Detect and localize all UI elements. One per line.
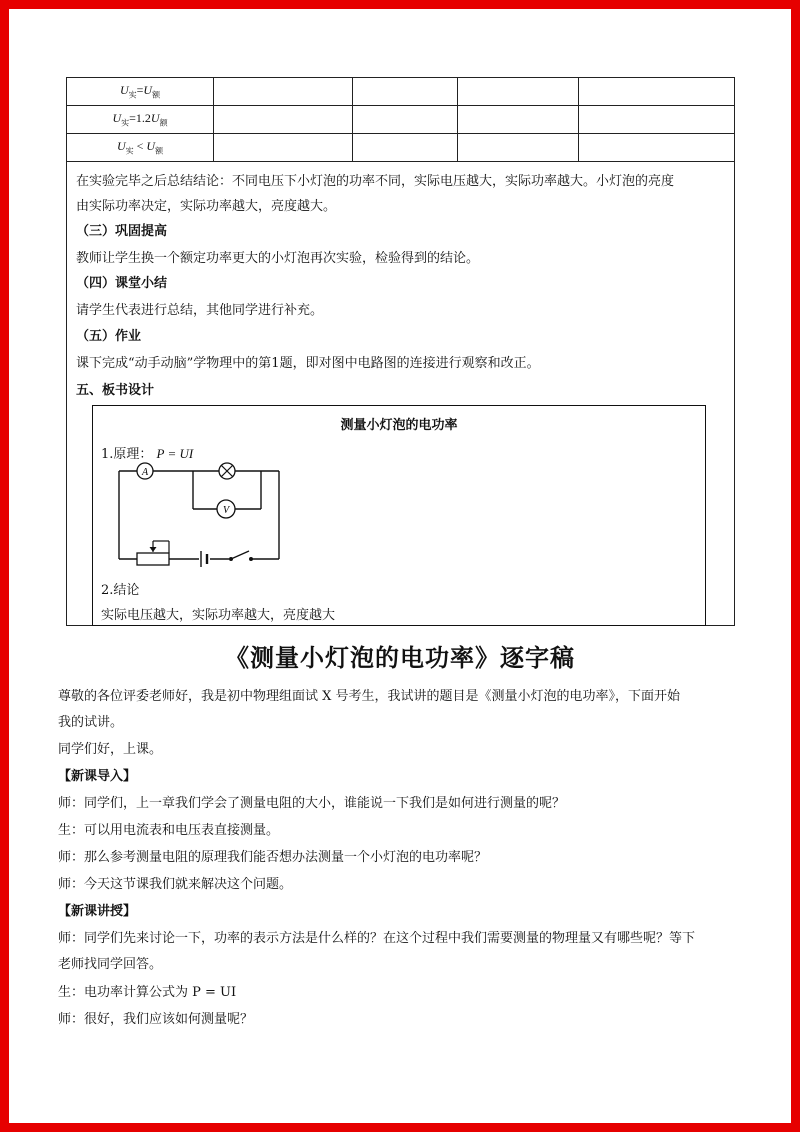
conclusion-label: 2.结论 — [101, 583, 140, 598]
transcript-line: 师：很好，我们应该如何测量呢？ — [58, 1012, 254, 1027]
blackboard-design — [92, 405, 706, 626]
board-conclusion-text: 实际电压越大，实际功率越大，亮度越大 — [101, 608, 336, 623]
voltmeter-icon — [217, 500, 235, 518]
conclusion-text: 在实验完毕之后总结结论：不同电压下小灯泡的功率不同，实际电压越大，实际功率越大。小灯泡的亮度 — [76, 174, 675, 189]
section-heading: （三）巩固提高 — [76, 224, 168, 239]
transcript-line: 师：今天这节课我们就来解决这个问题。 — [58, 877, 293, 892]
transcript-line: 师：同学们先来讨论一下，功率的表示方法是什么样的？在这个过程中我们需要测量的物理量又有哪些呢？等下 — [58, 931, 696, 946]
section-heading: 【新课导入】 — [58, 769, 137, 784]
principle-line — [101, 443, 193, 462]
transcript-line: 生：电功率计算公式为 P = UI — [58, 985, 237, 1000]
transcript-line: 同学们好，上课。 — [58, 742, 163, 757]
section-heading: 【新课讲授】 — [58, 904, 137, 919]
svg-text:A: A — [141, 467, 149, 478]
document-title: 《测量小灯泡的电功率》逐字稿 — [225, 644, 575, 672]
condition-cell: $U_实 < U_额$ — [67, 134, 214, 162]
section-heading: （五）作业 — [76, 329, 142, 344]
circuit-diagram — [111, 461, 291, 576]
section-heading: 五、板书设计 — [76, 383, 155, 398]
principle-formula: P = UI — [156, 446, 194, 461]
transcript-line: 师：同学们，上一章我们学会了测量电阻的大小，谁能说一下我们是如何进行测量的呢？ — [58, 796, 566, 811]
section-text: 课下完成“动手动脑”学物理中的第1题，即对图中电路图的连接进行观察和改正。 — [76, 356, 540, 371]
ammeter-icon — [137, 463, 153, 479]
board-title: 测量小灯泡的电功率 — [340, 418, 458, 433]
transcript-line: 老师找同学回答。 — [58, 957, 163, 972]
switch-icon — [229, 551, 253, 561]
lamp-icon — [219, 463, 235, 479]
transcript-line: 我的试讲。 — [58, 715, 124, 730]
transcript-line: 尊敬的各位评委老师好，我是初中物理组面试 X 号考生，我试讲的题目是《测量小灯泡的电功率》，下面开始 — [58, 689, 681, 704]
section-heading: （四）课堂小结 — [76, 276, 168, 291]
transcript-line: 生：可以用电流表和电压表直接测量。 — [58, 823, 280, 838]
principle-label: 1.原理： — [101, 447, 153, 462]
svg-text:V: V — [222, 505, 230, 516]
battery-icon — [201, 551, 207, 567]
transcript-line: 师：那么参考测量电阻的原理我们能否想办法测量一个小灯泡的电功率呢？ — [58, 850, 488, 865]
rheostat-icon — [137, 541, 169, 565]
conclusion-text: 由实际功率决定，实际功率越大，亮度越大。 — [76, 199, 337, 214]
condition-cell: $U_实=1.2U_额$ — [67, 106, 214, 134]
section-text: 教师让学生换一个额定功率更大的小灯泡再次实验，检验得到的结论。 — [76, 251, 480, 266]
section-text: 请学生代表进行总结，其他同学进行补充。 — [76, 303, 324, 318]
condition-cell: $U_实=U_额$ — [67, 78, 214, 106]
